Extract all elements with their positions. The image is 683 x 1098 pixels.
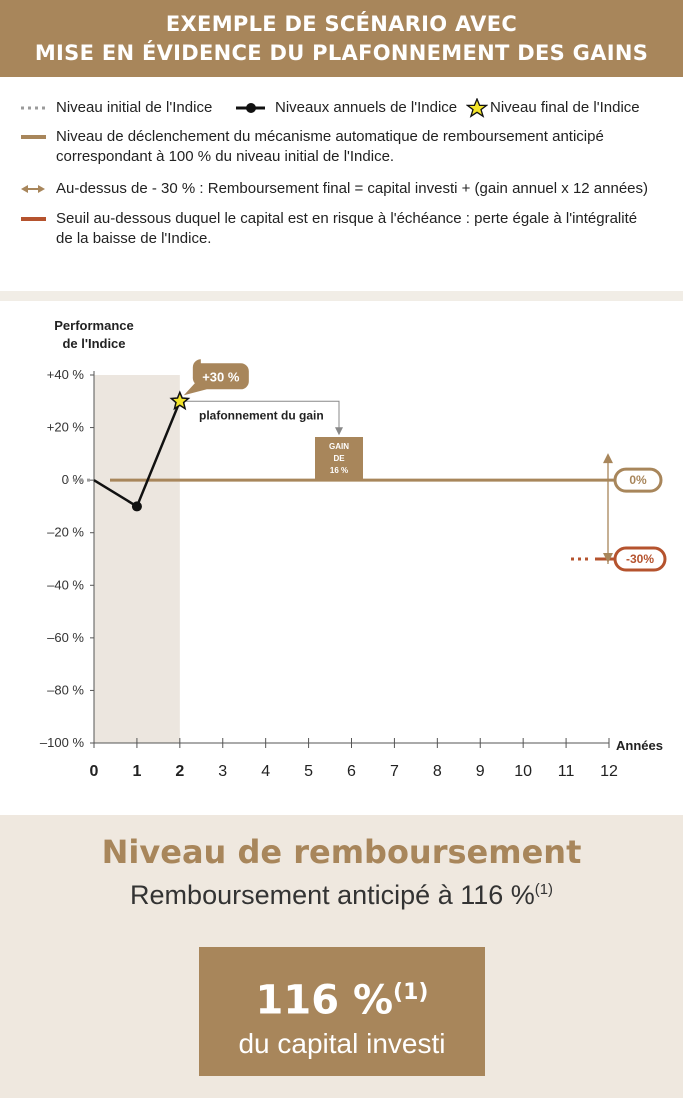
performance-chart xyxy=(0,301,683,801)
svg-text:DE: DE xyxy=(333,454,345,463)
repayment-subtitle xyxy=(0,880,683,911)
repayment-subtitle-note: (1) xyxy=(534,882,553,898)
x-tick-label: 2 xyxy=(175,763,185,780)
dot-line-icon xyxy=(235,98,271,118)
y-tick-label: –20 % xyxy=(47,524,84,540)
annual-point xyxy=(132,501,142,511)
repayment-percentage-value: 116 % xyxy=(255,977,394,1024)
double-arrow-icon xyxy=(20,179,50,199)
svg-text:-30%: -30% xyxy=(625,552,655,566)
dotted-line-icon xyxy=(20,98,50,118)
x-tick-label: 7 xyxy=(389,763,399,780)
svg-text:16 %: 16 % xyxy=(329,466,349,475)
legend-item-initial xyxy=(20,98,213,124)
legend-item-risk xyxy=(20,209,638,247)
y-axis-title-line2: de l'Indice xyxy=(62,336,126,351)
legend-initial-label: Niveau initial de l'Indice xyxy=(56,99,213,116)
legend-above-label: Au-dessus de - 30 % : Remboursement final = capital investi + (gain annuel x 12 années) xyxy=(56,180,649,197)
repayment-title: Niveau de remboursement xyxy=(101,833,582,871)
y-tick-label: –40 % xyxy=(47,577,84,593)
y-axis-ticks xyxy=(40,367,94,750)
x-tick-label: 1 xyxy=(132,763,142,780)
repayment-percentage-note: (1) xyxy=(393,980,429,1005)
cap-annotation xyxy=(186,401,343,435)
legend-final-label: Niveau final de l'Indice xyxy=(490,99,640,116)
x-tick-label: 6 xyxy=(347,763,356,780)
x-tick-label: 5 xyxy=(304,763,314,780)
repayment-box xyxy=(199,947,485,1076)
x-tick-label: 8 xyxy=(432,763,442,780)
x-tick-label: 10 xyxy=(514,763,533,780)
legend-item-final xyxy=(466,98,640,124)
legend-trigger-line1: Niveau de déclenchement du mécanisme automatique de remboursement anticipé xyxy=(56,128,604,145)
repayment-subtitle-text: Remboursement anticipé à 116 % xyxy=(130,880,535,910)
y-axis-title-line1: Performance xyxy=(54,318,134,333)
repayment-box-caption: du capital investi xyxy=(238,1028,446,1060)
x-axis-title: Années xyxy=(616,738,663,753)
trigger-level-badge xyxy=(615,469,661,491)
svg-text:GAIN: GAIN xyxy=(329,442,349,451)
x-tick-label: 12 xyxy=(600,763,618,780)
star-icon xyxy=(466,98,488,118)
legend-risk-line2: de la baisse de l'Indice. xyxy=(56,230,212,247)
risk-level-badge xyxy=(615,548,665,570)
svg-text:0%: 0% xyxy=(629,473,647,488)
barrier-double-arrow xyxy=(603,453,613,564)
red-line-icon xyxy=(20,209,50,229)
x-tick-label: 3 xyxy=(218,763,228,780)
repayment-percentage xyxy=(199,969,485,1024)
gold-line-icon xyxy=(20,127,50,147)
y-tick-label: 0 % xyxy=(61,472,84,488)
header-title-line1: EXEMPLE DE SCÉNARIO AVEC xyxy=(165,12,518,36)
x-tick-label: 9 xyxy=(475,763,485,780)
legend-item-above xyxy=(20,179,649,205)
y-tick-label: +20 % xyxy=(46,419,84,435)
x-tick-label: 0 xyxy=(89,763,99,780)
legend-risk-line1: Seuil au-dessous duquel le capital est en risque à l'échéance : perte égale à l'intégralité xyxy=(56,210,638,227)
legend-annual-label: Niveaux annuels de l'Indice xyxy=(275,99,458,116)
y-tick-label: –100 % xyxy=(39,735,84,750)
header-banner xyxy=(0,0,683,77)
y-tick-label: –80 % xyxy=(47,682,84,698)
final-value-bubble xyxy=(184,359,249,395)
x-tick-label: 11 xyxy=(557,763,575,780)
svg-text:+30 %: +30 % xyxy=(202,369,240,385)
header-title-line2: MISE EN ÉVIDENCE DU PLAFONNEMENT DES GAINS xyxy=(34,41,649,65)
legend-item-trigger xyxy=(20,127,604,165)
legend-item-annual xyxy=(235,98,458,124)
x-tick-label: 4 xyxy=(261,763,271,780)
svg-text:plafonnement du gain: plafonnement du gain xyxy=(199,408,324,423)
gain-box xyxy=(315,437,363,480)
section-separator xyxy=(0,291,683,301)
x-axis-ticks xyxy=(90,738,618,780)
y-tick-label: +40 % xyxy=(46,367,84,382)
legend-trigger-line2: correspondant à 100 % du niveau initial de l'Indice. xyxy=(56,148,395,165)
y-tick-label: –60 % xyxy=(47,629,84,645)
